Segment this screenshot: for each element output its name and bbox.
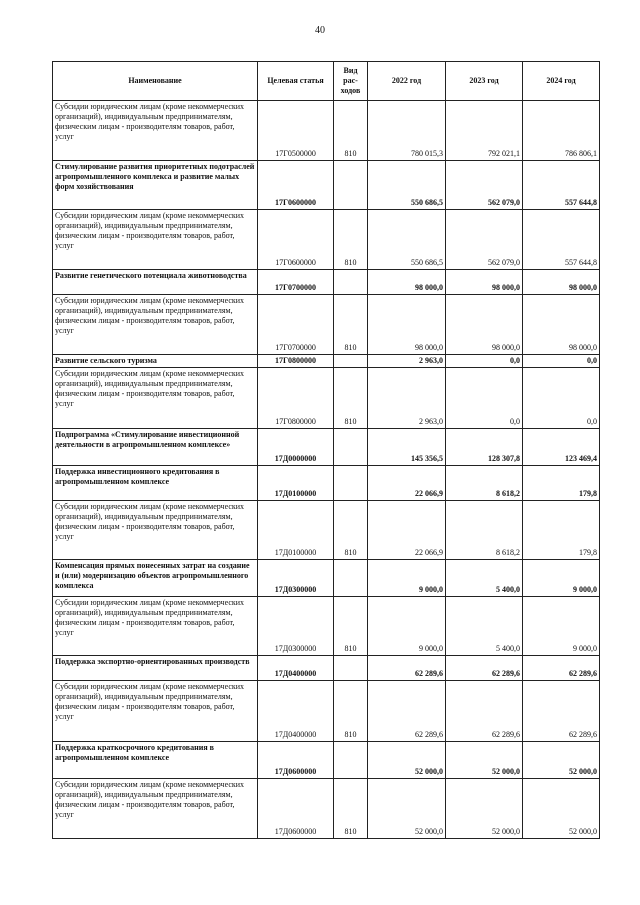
row-expense-type — [334, 161, 368, 210]
table-row — [53, 681, 600, 742]
row-2023: 0,0 — [446, 368, 523, 429]
row-expense-type: 810 — [334, 681, 368, 742]
header-expense-type: Вид рас-ходов — [334, 62, 368, 101]
row-2022: 22 066,9 — [368, 466, 446, 501]
row-2024: 0,0 — [523, 355, 600, 368]
page-number: 40 — [315, 25, 325, 36]
row-2024: 179,8 — [523, 501, 600, 560]
header-2024: 2024 год — [523, 62, 600, 101]
row-2024: 9 000,0 — [523, 560, 600, 597]
row-code: 17Г0700000 — [258, 270, 334, 295]
row-2022: 98 000,0 — [368, 270, 446, 295]
table-row — [53, 560, 600, 597]
row-2022: 52 000,0 — [368, 742, 446, 779]
row-2024: 98 000,0 — [523, 295, 600, 355]
row-code: 17Д0600000 — [258, 742, 334, 779]
header-2022: 2022 год — [368, 62, 446, 101]
row-2022: 145 356,5 — [368, 429, 446, 466]
row-name: Субсидии юридическим лицам (кроме некоммерческих организаций), индивидуальным предпринимателям, физическим лицам - производителям товаров, работ, услуг — [53, 597, 258, 656]
row-2024: 52 000,0 — [523, 742, 600, 779]
row-2023: 792 021,1 — [446, 101, 523, 161]
row-name: Подпрограмма «Стимулирование инвестиционной деятельности в агропромышленном комплексе» — [53, 429, 258, 466]
row-expense-type: 810 — [334, 210, 368, 270]
row-name: Развитие генетического потенциала животноводства — [53, 270, 258, 295]
row-2023: 128 307,8 — [446, 429, 523, 466]
row-name: Стимулирование развития приоритетных подотраслей агропромышленного комплекса и развитие малых форм хозяйствования — [53, 161, 258, 210]
row-name: Развитие сельского туризма — [53, 355, 258, 368]
row-2023: 0,0 — [446, 355, 523, 368]
row-name: Субсидии юридическим лицам (кроме некоммерческих организаций), индивидуальным предпринимателям, физическим лицам - производителям товаров, работ, услуг — [53, 368, 258, 429]
row-2024: 9 000,0 — [523, 597, 600, 656]
row-expense-type: 810 — [334, 501, 368, 560]
row-name: Поддержка инвестиционного кредитования в агропромышленном комплексе — [53, 466, 258, 501]
row-2022: 62 289,6 — [368, 681, 446, 742]
row-2023: 8 618,2 — [446, 466, 523, 501]
row-name: Субсидии юридическим лицам (кроме некоммерческих организаций), индивидуальным предпринимателям, физическим лицам - производителям товаров, работ, услуг — [53, 101, 258, 161]
row-name: Субсидии юридическим лицам (кроме некоммерческих организаций), индивидуальным предпринимателям, физическим лицам - производителям товаров, работ, услуг — [53, 295, 258, 355]
row-code: 17Г0700000 — [258, 295, 334, 355]
row-expense-type: 810 — [334, 368, 368, 429]
row-2022: 62 289,6 — [368, 656, 446, 681]
row-expense-type: 810 — [334, 295, 368, 355]
row-2023: 98 000,0 — [446, 270, 523, 295]
table-row — [53, 779, 600, 839]
table-row — [53, 355, 600, 368]
table-row — [53, 429, 600, 466]
row-2023: 8 618,2 — [446, 501, 523, 560]
table-row — [53, 161, 600, 210]
row-expense-type — [334, 429, 368, 466]
row-expense-type: 810 — [334, 597, 368, 656]
row-name: Субсидии юридическим лицам (кроме некоммерческих организаций), индивидуальным предпринимателям, физическим лицам - производителям товаров, работ, услуг — [53, 501, 258, 560]
row-2022: 98 000,0 — [368, 295, 446, 355]
row-expense-type — [334, 656, 368, 681]
row-code: 17Д0100000 — [258, 466, 334, 501]
table-row — [53, 501, 600, 560]
row-2022: 2 963,0 — [368, 355, 446, 368]
row-expense-type — [334, 742, 368, 779]
table-row — [53, 270, 600, 295]
table-row — [53, 295, 600, 355]
table-row — [53, 210, 600, 270]
row-2022: 22 066,9 — [368, 501, 446, 560]
row-name: Поддержка краткосрочного кредитования в агропромышленном комплексе — [53, 742, 258, 779]
row-expense-type — [334, 560, 368, 597]
table-row — [53, 656, 600, 681]
row-code: 17Д0300000 — [258, 560, 334, 597]
row-2024: 62 289,6 — [523, 681, 600, 742]
row-code: 17Д0400000 — [258, 681, 334, 742]
header-code: Целевая статья — [258, 62, 334, 101]
table-row — [53, 101, 600, 161]
row-code: 17Г0800000 — [258, 355, 334, 368]
row-expense-type — [334, 355, 368, 368]
row-2023: 62 289,6 — [446, 681, 523, 742]
row-code: 17Д0400000 — [258, 656, 334, 681]
row-2022: 52 000,0 — [368, 779, 446, 839]
row-2022: 9 000,0 — [368, 560, 446, 597]
row-expense-type — [334, 466, 368, 501]
row-2022: 550 686,5 — [368, 161, 446, 210]
row-code: 17Г0500000 — [258, 101, 334, 161]
row-code: 17Д0000000 — [258, 429, 334, 466]
row-2023: 562 079,0 — [446, 210, 523, 270]
row-2024: 62 289,6 — [523, 656, 600, 681]
table-header-row — [53, 62, 600, 101]
row-name: Поддержка экспортно-ориентированных производств — [53, 656, 258, 681]
row-code: 17Г0800000 — [258, 368, 334, 429]
row-expense-type: 810 — [334, 779, 368, 839]
row-name: Субсидии юридическим лицам (кроме некоммерческих организаций), индивидуальным предпринимателям, физическим лицам - производителям товаров, работ, услуг — [53, 779, 258, 839]
table-row — [53, 742, 600, 779]
row-2023: 62 289,6 — [446, 656, 523, 681]
header-2023: 2023 год — [446, 62, 523, 101]
row-expense-type: 810 — [334, 101, 368, 161]
row-2024: 786 806,1 — [523, 101, 600, 161]
header-name: Наименование — [53, 62, 258, 101]
row-name: Субсидии юридическим лицам (кроме некоммерческих организаций), индивидуальным предпринимателям, физическим лицам - производителям товаров, работ, услуг — [53, 210, 258, 270]
table-row — [53, 368, 600, 429]
row-code: 17Г0600000 — [258, 161, 334, 210]
table-row — [53, 597, 600, 656]
row-2022: 2 963,0 — [368, 368, 446, 429]
row-2024: 52 000,0 — [523, 779, 600, 839]
row-2022: 9 000,0 — [368, 597, 446, 656]
row-2022: 550 686,5 — [368, 210, 446, 270]
row-2023: 52 000,0 — [446, 742, 523, 779]
row-2024: 123 469,4 — [523, 429, 600, 466]
row-2024: 557 644,8 — [523, 210, 600, 270]
row-2023: 5 400,0 — [446, 597, 523, 656]
row-2024: 179,8 — [523, 466, 600, 501]
row-name: Компенсация прямых понесенных затрат на создание и (или) модернизацию объектов агропромышленного комплекса — [53, 560, 258, 597]
row-code: 17Д0100000 — [258, 501, 334, 560]
row-2024: 0,0 — [523, 368, 600, 429]
row-name: Субсидии юридическим лицам (кроме некоммерческих организаций), индивидуальным предпринимателям, физическим лицам - производителям товаров, работ, услуг — [53, 681, 258, 742]
budget-table — [52, 61, 600, 839]
row-expense-type — [334, 270, 368, 295]
row-2023: 5 400,0 — [446, 560, 523, 597]
row-code: 17Д0300000 — [258, 597, 334, 656]
row-2023: 562 079,0 — [446, 161, 523, 210]
row-2023: 98 000,0 — [446, 295, 523, 355]
table-row — [53, 466, 600, 501]
row-2024: 98 000,0 — [523, 270, 600, 295]
row-code: 17Д0600000 — [258, 779, 334, 839]
row-2024: 557 644,8 — [523, 161, 600, 210]
row-2022: 780 015,3 — [368, 101, 446, 161]
row-2023: 52 000,0 — [446, 779, 523, 839]
row-code: 17Г0600000 — [258, 210, 334, 270]
